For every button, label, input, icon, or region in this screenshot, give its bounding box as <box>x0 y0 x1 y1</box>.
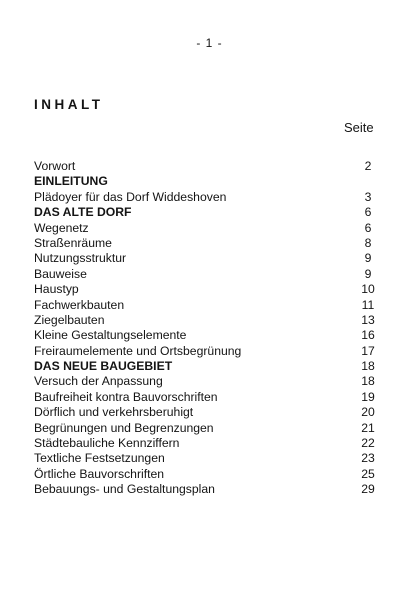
toc-entry <box>34 482 379 497</box>
toc-entry <box>34 374 379 389</box>
toc-entry-page: 29 <box>361 482 375 497</box>
toc-entry <box>34 205 379 220</box>
page-number: - 1 - <box>196 36 223 50</box>
table-of-contents <box>34 159 379 498</box>
toc-entry-label: Vorwort <box>34 159 76 173</box>
toc-entry-page: 3 <box>364 189 372 204</box>
toc-entry <box>34 190 379 205</box>
toc-entry-label: DAS ALTE DORF <box>34 205 132 220</box>
toc-entry <box>34 298 379 313</box>
toc-entry-label: Haustyp <box>34 282 79 297</box>
toc-entry-label: Wegenetz <box>34 220 89 235</box>
toc-entry-label: Städtebauliche Kennziffern <box>34 436 180 451</box>
toc-entry-page: 19 <box>361 389 375 404</box>
toc-entry-label: Plädoyer für das Dorf Widdeshoven <box>34 189 227 204</box>
toc-entry <box>34 344 379 359</box>
page-column-header: Seite <box>344 120 374 135</box>
toc-entry-page: 22 <box>361 436 375 451</box>
toc-entry <box>34 405 379 420</box>
toc-entry <box>34 251 379 266</box>
toc-entry-label: Baufreiheit kontra Bauvorschriften <box>34 389 218 404</box>
toc-heading: INHALT <box>34 97 104 112</box>
toc-entry-page: 23 <box>361 451 375 466</box>
toc-entry-label: Fachwerkbauten <box>34 297 125 312</box>
toc-entry-page: 18 <box>361 374 375 389</box>
toc-entry-page: 25 <box>361 466 375 481</box>
toc-entry-page: 2 <box>364 159 372 173</box>
toc-entry <box>34 267 379 282</box>
toc-entry <box>34 236 379 251</box>
toc-entry-label: Freiraumelemente und Ortsbegrünung <box>34 343 242 358</box>
toc-entry-page: 16 <box>361 328 375 343</box>
toc-entry-label: Textliche Festsetzungen <box>34 451 165 466</box>
toc-entry <box>34 221 379 236</box>
toc-entry <box>34 467 379 482</box>
toc-entry-label: Nutzungsstruktur <box>34 251 127 266</box>
toc-entry-label: Örtliche Bauvorschriften <box>34 466 165 481</box>
toc-entry <box>34 359 379 374</box>
toc-entry-page: 17 <box>361 343 375 358</box>
toc-entry <box>34 436 379 451</box>
toc-entry-page: 8 <box>364 235 372 250</box>
toc-entry <box>34 282 379 297</box>
toc-entry-page: 20 <box>361 405 375 420</box>
toc-entry-page: 9 <box>364 266 372 281</box>
toc-entry-label: Begrünungen und Begrenzungen <box>34 420 214 435</box>
toc-entry-label: Bauweise <box>34 266 87 281</box>
toc-entry-label: Dörflich und verkehrsberuhigt <box>34 405 194 420</box>
toc-entry-label: Bebauungs- und Gestaltungsplan <box>34 482 215 497</box>
toc-entry-page: 18 <box>361 359 375 374</box>
toc-entry-page: 9 <box>364 251 372 266</box>
toc-entry-label: Ziegelbauten <box>34 312 105 327</box>
toc-entry <box>34 159 379 174</box>
toc-entry-page: 13 <box>361 312 375 327</box>
toc-entry-label: Straßenräume <box>34 235 112 250</box>
toc-entry <box>34 451 379 466</box>
toc-entry-label: Kleine Gestaltungselemente <box>34 328 187 343</box>
toc-entry-page: 10 <box>361 282 375 297</box>
toc-entry-page: 6 <box>364 205 372 220</box>
toc-entry-page: 11 <box>361 297 375 312</box>
toc-entry <box>34 390 379 405</box>
toc-entry <box>34 174 379 189</box>
toc-entry <box>34 328 379 343</box>
toc-entry-page: 6 <box>364 220 372 235</box>
toc-entry-label: DAS NEUE BAUGEBIET <box>34 359 173 374</box>
toc-entry <box>34 313 379 328</box>
toc-entry-label: EINLEITUNG <box>34 174 108 189</box>
toc-entry <box>34 421 379 436</box>
toc-entry-label: Versuch der Anpassung <box>34 374 163 389</box>
toc-entry-page: 21 <box>361 420 375 435</box>
